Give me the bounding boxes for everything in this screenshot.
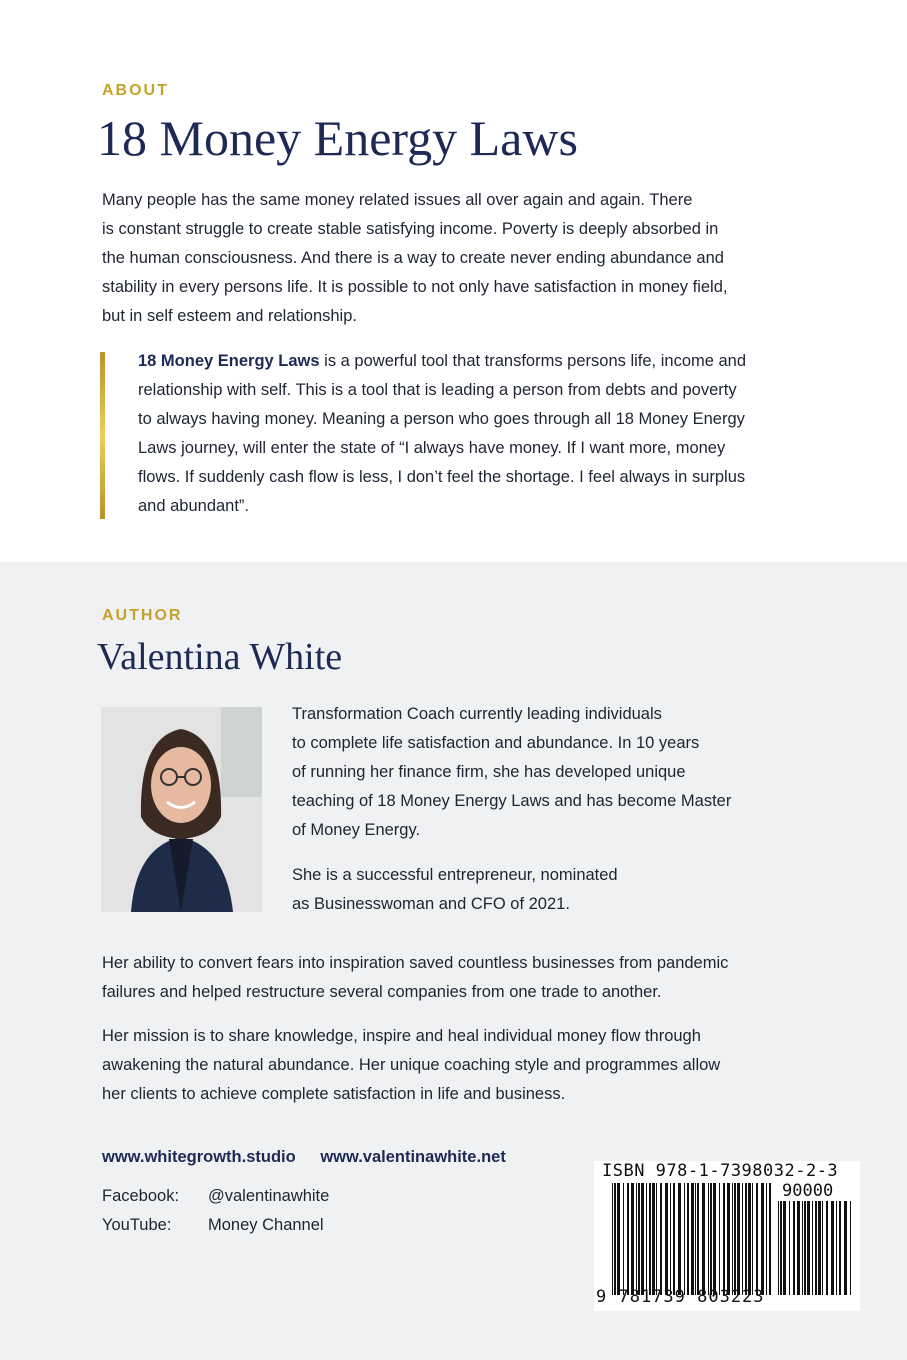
barcode-bar <box>778 1201 779 1295</box>
barcode-bar <box>836 1201 837 1295</box>
author-paragraph-4 <box>102 1022 822 1109</box>
barcode-bar <box>617 1183 620 1295</box>
quote-line <box>138 347 828 376</box>
award-line: She is a successful entrepreneur, nominated <box>292 866 618 884</box>
about-line: Many people has the same money related issues all over again and again. There <box>102 191 693 209</box>
barcode-bar <box>812 1201 813 1295</box>
barcode-bar <box>673 1183 675 1295</box>
barcode-bar <box>761 1183 764 1295</box>
youtube-channel[interactable]: Money Channel <box>208 1216 324 1234</box>
barcode-bar <box>850 1201 851 1295</box>
isbn-barcode <box>594 1161 860 1311</box>
author-photo <box>101 707 262 912</box>
barcode-bar <box>614 1183 616 1295</box>
barcode-bar <box>719 1183 720 1295</box>
barcode-bar <box>636 1183 637 1295</box>
barcode-bar <box>708 1183 709 1295</box>
quote-line: to always having money. Meaning a person who goes through all 18 Money Energy <box>138 410 745 428</box>
barcode-bar <box>656 1183 657 1295</box>
barcode-bar <box>734 1183 736 1295</box>
barcode-bar <box>697 1183 699 1295</box>
about-line: stability in every persons life. It is possible to not only have satisfaction in money field, <box>102 278 728 296</box>
award-line: as Businesswoman and CFO of 2021. <box>292 895 570 913</box>
barcode-bar <box>652 1183 655 1295</box>
about-paragraph <box>102 186 822 331</box>
barcode-bar <box>723 1183 725 1295</box>
barcode-bar <box>623 1183 624 1295</box>
barcode-bar <box>745 1183 747 1295</box>
barcode-bar <box>732 1183 733 1295</box>
barcode-bar <box>631 1183 634 1295</box>
para4-line: Her mission is to share knowledge, inspire and heal individual money flow through <box>102 1027 701 1045</box>
barcode-bar <box>822 1201 823 1295</box>
barcode-bar <box>789 1201 790 1295</box>
barcode-bar <box>766 1183 767 1295</box>
barcode-bar <box>807 1201 810 1295</box>
facebook-handle[interactable]: @valentinawhite <box>208 1187 330 1205</box>
about-line: the human consciousness. And there is a way to create never ending abundance and <box>102 249 724 267</box>
bio-line: to complete life satisfaction and abundance. In 10 years <box>292 734 700 752</box>
quote-line: flows. If suddenly cash flow is less, I don’t feel the shortage. I feel always in surplus <box>138 468 746 486</box>
quote-line: and abundant”. <box>138 497 250 515</box>
barcode-bar <box>691 1183 694 1295</box>
barcode-bar <box>752 1183 753 1295</box>
barcode-bar <box>802 1201 803 1295</box>
barcode-bar <box>748 1183 751 1295</box>
about-line: but in self esteem and relationship. <box>102 307 357 325</box>
barcode-bar <box>844 1201 847 1295</box>
barcode-bar <box>826 1201 828 1295</box>
barcode-bar <box>702 1183 705 1295</box>
bio-line: of Money Energy. <box>292 821 421 839</box>
about-line: is constant struggle to create stable satisfying income. Poverty is deeply absorbed in <box>102 220 719 238</box>
isbn-number: ISBN 978-1-7398032-2-3 <box>602 1161 839 1181</box>
barcode-bar <box>831 1201 834 1295</box>
barcode-addon-number: 90000 <box>782 1181 834 1201</box>
quote-bar <box>100 352 105 519</box>
barcode-bar <box>670 1183 671 1295</box>
barcode-ean-number: 9 781739 803223 <box>596 1287 765 1307</box>
barcode-bar <box>627 1183 629 1295</box>
barcode-bar <box>695 1183 696 1295</box>
para4-line: her clients to achieve complete satisfaction in life and business. <box>102 1085 566 1103</box>
quote-line: relationship with self. This is a tool that is leading a person from debts and poverty <box>138 381 737 399</box>
barcode-bar <box>713 1183 716 1295</box>
quote-line-rest: is a powerful tool that transforms persons life, income and <box>319 352 747 370</box>
bio-line: Transformation Coach currently leading individuals <box>292 705 662 723</box>
para4-line: awakening the natural abundance. Her unique coaching style and programmes allow <box>102 1056 721 1074</box>
barcode-bar <box>783 1201 786 1295</box>
barcode-bar <box>804 1201 806 1295</box>
barcode-bar <box>780 1201 782 1295</box>
barcode-bar <box>660 1183 662 1295</box>
author-award <box>292 861 772 919</box>
quote-line: Laws journey, will enter the state of “I always have money. If I want more, money <box>138 439 726 457</box>
youtube-row <box>102 1216 324 1235</box>
barcode-bar <box>742 1183 743 1295</box>
barcode-bar <box>815 1201 817 1295</box>
facebook-label: Facebook: <box>102 1187 180 1205</box>
barcode-addon-bars-icon <box>778 1201 854 1295</box>
barcode-bar <box>665 1183 668 1295</box>
barcode-bar <box>646 1183 647 1295</box>
barcode-bars-icon <box>612 1183 772 1295</box>
barcode-bar <box>839 1201 841 1295</box>
barcode-bar <box>737 1183 740 1295</box>
barcode-bar <box>793 1201 795 1295</box>
barcode-bar <box>641 1183 644 1295</box>
facebook-row <box>102 1187 329 1206</box>
barcode-bar <box>727 1183 730 1295</box>
bio-line: teaching of 18 Money Energy Laws and has become Master <box>292 792 732 810</box>
barcode-bar <box>818 1201 821 1295</box>
barcode-bar <box>612 1183 613 1295</box>
para3-line: failures and helped restructure several companies from one trade to another. <box>102 983 662 1001</box>
barcode-bar <box>710 1183 712 1295</box>
bio-line: of running her finance firm, she has developed unique <box>292 763 686 781</box>
para3-line: Her ability to convert fears into inspiration saved countless businesses from pandemic <box>102 954 729 972</box>
quote-block <box>138 347 828 521</box>
barcode-bar <box>756 1183 758 1295</box>
author-label: AUTHOR <box>102 607 183 624</box>
barcode-bar <box>678 1183 681 1295</box>
author-paragraph-3 <box>102 949 822 1007</box>
quote-bold-title: 18 Money Energy Laws <box>138 352 320 370</box>
website-link-whitegrowth[interactable]: www.whitegrowth.studio <box>102 1148 296 1166</box>
barcode-bar <box>638 1183 640 1295</box>
author-portrait-icon <box>101 707 262 912</box>
barcode-bar <box>687 1183 689 1295</box>
barcode-bar <box>684 1183 685 1295</box>
book-title: 18 Money Energy Laws <box>97 110 578 166</box>
barcode-bar <box>769 1183 771 1295</box>
website-links <box>102 1148 526 1167</box>
author-name: Valentina White <box>97 636 343 678</box>
barcode-bar <box>649 1183 651 1295</box>
barcode-bar <box>797 1201 800 1295</box>
about-label: ABOUT <box>102 82 169 99</box>
website-link-valentinawhite[interactable]: www.valentinawhite.net <box>320 1148 506 1166</box>
youtube-label: YouTube: <box>102 1216 172 1234</box>
author-bio <box>292 700 772 845</box>
